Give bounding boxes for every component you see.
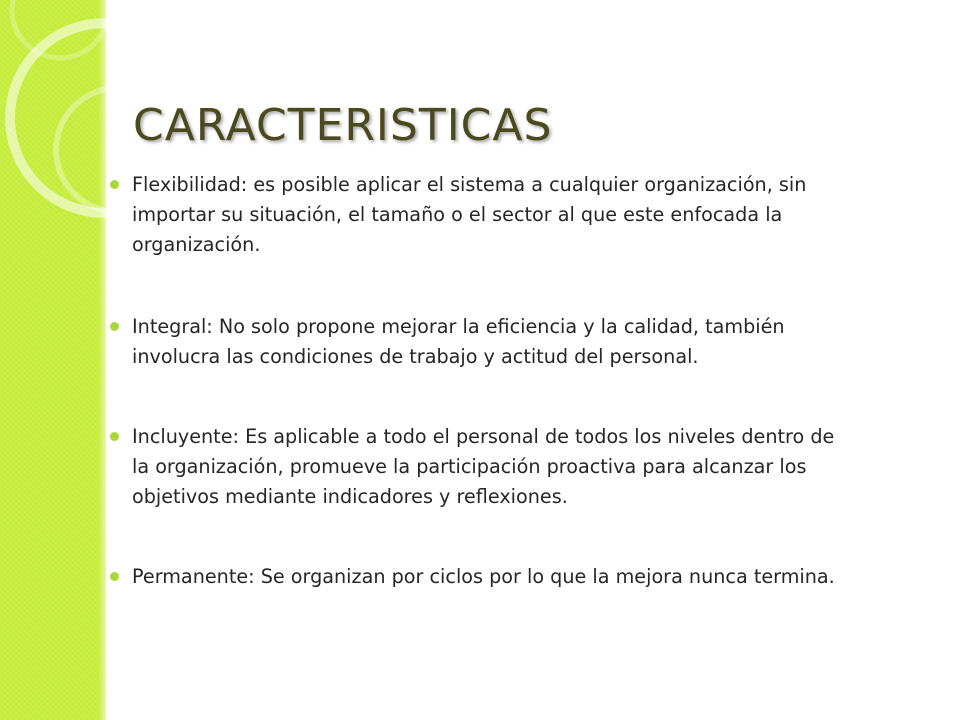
- bullet-text: Permanente: Se organizan por ciclos por lo que la mejora nunca termina.: [132, 565, 835, 588]
- bullet-dot-icon: [110, 432, 119, 441]
- bullet-item-incluyente: [104, 422, 844, 512]
- bullet-dot-icon: [110, 180, 119, 189]
- bullet-dot-icon: [110, 572, 119, 581]
- bullet-item-integral: [104, 312, 844, 372]
- slide-title: CARACTERISTICAS: [133, 100, 553, 151]
- bullet-text: Flexibilidad: es posible aplicar el sistema a cualquier organización, sin importar su situación, el tamaño o el sector al que este enfocada la organización.: [132, 173, 807, 256]
- bullet-item-flexibilidad: [104, 170, 844, 260]
- bullet-item-permanente: [104, 562, 844, 592]
- bullet-dot-icon: [110, 322, 119, 331]
- bullet-text: Integral: No solo propone mejorar la eficiencia y la calidad, también involucra las condiciones de trabajo y actitud del personal.: [132, 315, 785, 368]
- bullet-list: [104, 170, 844, 592]
- bullet-text: Incluyente: Es aplicable a todo el personal de todos los niveles dentro de la organización, promueve la participación proactiva para alcanzar los objetivos mediante indicadores y reflexiones.: [132, 425, 835, 508]
